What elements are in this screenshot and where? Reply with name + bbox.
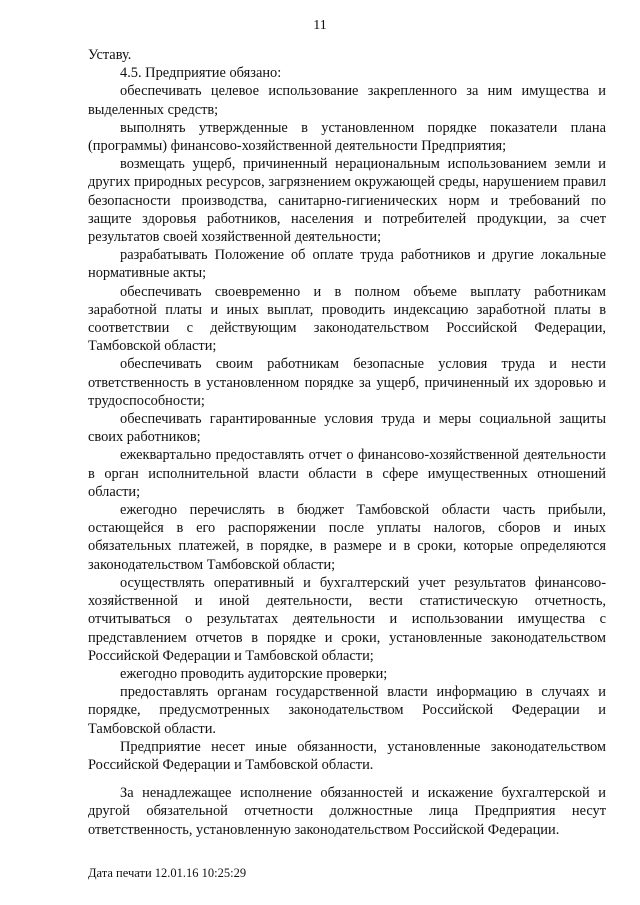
print-date-footer: Дата печати 12.01.16 10:25:29 <box>88 866 247 880</box>
paragraph: ежеквартально предоставлять отчет о финансово-хозяйственной деятельности в орган исполнительной власти области в сфере имущественных отношений области; <box>88 447 606 500</box>
document-body <box>88 46 606 839</box>
paragraph: Уставу. <box>88 47 132 63</box>
paragraph: обеспечивать целевое использование закрепленного за ним имущества и выделенных средств; <box>88 83 606 118</box>
paragraph: предоставлять органам государственной власти информацию в случаях и порядке, предусмотренных законодательством Российской Федерации и Тамбовской области. <box>88 684 606 737</box>
paragraph: обеспечивать своевременно и в полном объеме выплату работникам заработной платы и иных выплат, проводить индексацию заработной платы в соответствии с действующим законодательством Российской Федерации, Тамбовской области; <box>88 283 606 355</box>
paragraph: обеспечивать своим работникам безопасные условия труда и нести ответственность в установленном порядке за ущерб, причиненный их здоровью и трудоспособности; <box>88 356 606 409</box>
paragraph: обеспечивать гарантированные условия труда и меры социальной защиты своих работников; <box>88 411 606 446</box>
paragraph: возмещать ущерб, причиненный нерациональным использованием земли и других природных ресурсов, загрязнением окружающей среды, нарушением правил безопасности производства, санитарно-гигиенических норм и требований по защите здоровья работников, населения и потребителей продукции, за счет результатов своей хозяйственной деятельности; <box>88 156 606 246</box>
paragraph: Предприятие несет иные обязанности, установленные законодательством Российской Федерации и Тамбовской области. <box>88 738 606 773</box>
section-heading: 4.5. Предприятие обязано: <box>120 65 282 82</box>
paragraph: разрабатывать Положение об оплате труда работников и другие локальные нормативные акты; <box>88 247 606 282</box>
paragraph: выполнять утвержденные в установленном порядке показатели плана (программы) финансово-хозяйственной деятельности Предприятия; <box>88 119 606 155</box>
paragraph: осуществлять оперативный и бухгалтерский учет результатов финансово-хозяйственной и иной деятельности, вести статистическую отчетность, отчитываться о результатах деятельности и использовании имущества с представлением отчетов в порядке и сроки, установленные законодательством Российской Федерации и Тамбовской области; <box>88 574 606 664</box>
paragraph: За ненадлежащее исполнение обязанностей и искажение бухгалтерской и другой обязательной отчетности должностные лица Предприятия несут ответственность, установленную законодательством Российской Федерации. <box>88 785 606 838</box>
page-number: 11 <box>313 18 327 33</box>
paragraph: ежегодно перечислять в бюджет Тамбовской области часть прибыли, остающейся в его распоряжении после уплаты налогов, сборов и иных обязательных платежей, в порядке, в размере и в сроки, которые определяются законодательством Тамбовской области; <box>88 502 606 573</box>
paragraph: ежегодно проводить аудиторские проверки; <box>120 665 388 682</box>
